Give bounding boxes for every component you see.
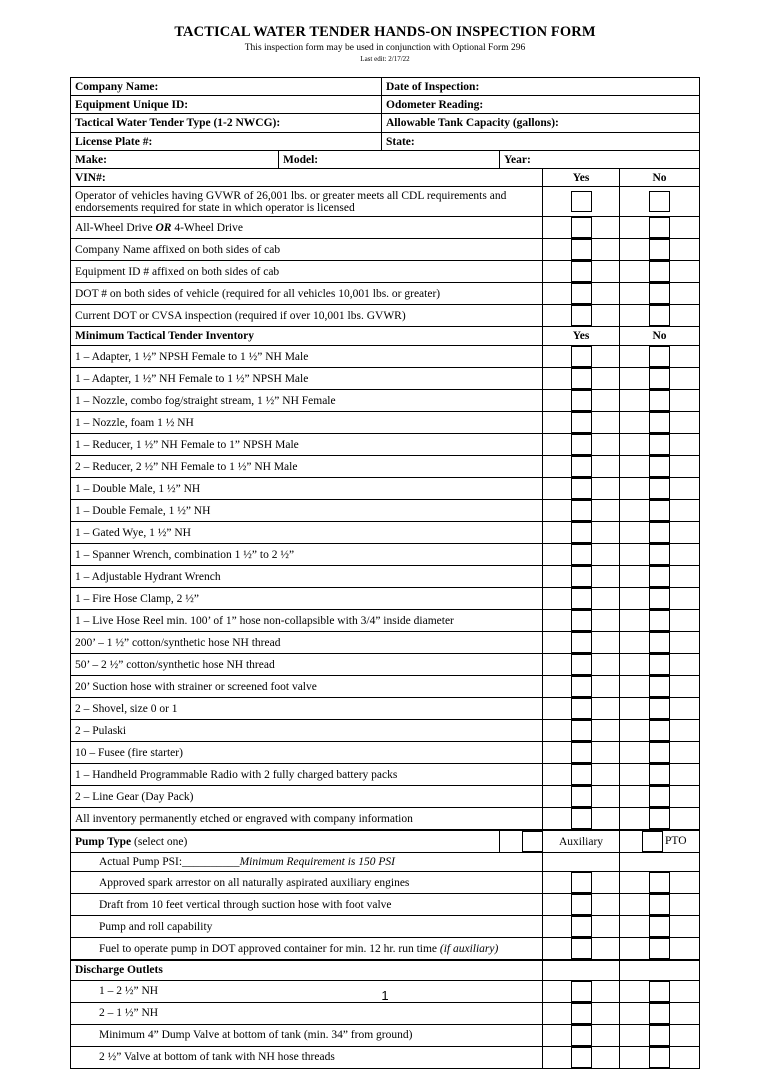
- no-checkbox[interactable]: [649, 872, 670, 893]
- inventory-item: 20’ Suction hose with strainer or screened foot valve: [71, 676, 543, 698]
- yes-checkbox[interactable]: [571, 305, 592, 326]
- year-field[interactable]: Year:: [500, 151, 700, 169]
- pump-psi-item: [71, 853, 543, 872]
- inventory-item: 1 – Live Hose Reel min. 100’ of 1” hose non-collapsible with 3/4” inside diameter: [71, 610, 543, 632]
- inventory-item: 1 – Fire Hose Clamp, 2 ½”: [71, 588, 543, 610]
- yes-checkbox[interactable]: [571, 500, 592, 521]
- vin-field[interactable]: VIN#:: [71, 169, 543, 187]
- inventory-item: 10 – Fusee (fire starter): [71, 742, 543, 764]
- yes-checkbox[interactable]: [571, 390, 592, 411]
- license-plate-field[interactable]: License Plate #:: [71, 133, 382, 151]
- inventory-item: 200’ – 1 ½” cotton/synthetic hose NH thread: [71, 632, 543, 654]
- no-checkbox[interactable]: [649, 283, 670, 304]
- pto-label: PTO: [665, 835, 687, 848]
- no-checkbox[interactable]: [649, 764, 670, 785]
- no-checkbox[interactable]: [649, 588, 670, 609]
- no-checkbox[interactable]: [649, 191, 670, 212]
- no-header: No: [620, 327, 700, 346]
- last-edit-date: Last edit: 2/17/22: [360, 55, 410, 63]
- inventory-item: 1 – Double Male, 1 ½” NH: [71, 478, 543, 500]
- no-checkbox[interactable]: [649, 916, 670, 937]
- yes-checkbox[interactable]: [571, 346, 592, 367]
- make-field[interactable]: Make:: [71, 151, 279, 169]
- yes-checkbox[interactable]: [571, 239, 592, 260]
- inventory-item: All inventory permanently etched or engraved with company information: [71, 808, 543, 831]
- yes-checkbox[interactable]: [571, 1025, 592, 1046]
- awd-or: OR: [155, 221, 172, 234]
- no-checkbox[interactable]: [649, 894, 670, 915]
- no-checkbox[interactable]: [649, 1003, 670, 1024]
- discharge-heading: Discharge Outlets: [71, 960, 543, 980]
- no-checkbox[interactable]: [649, 500, 670, 521]
- yes-checkbox[interactable]: [571, 478, 592, 499]
- no-header: No: [620, 169, 700, 187]
- yes-checkbox[interactable]: [571, 764, 592, 785]
- yes-checkbox[interactable]: [571, 654, 592, 675]
- tender-type-field[interactable]: Tactical Water Tender Type (1-2 NWCG):: [71, 114, 382, 133]
- vehicle-item: Company Name affixed on both sides of cab: [71, 239, 543, 261]
- no-checkbox[interactable]: [649, 478, 670, 499]
- yes-checkbox[interactable]: [571, 610, 592, 631]
- psi-label[interactable]: Actual Pump PSI:__________: [99, 856, 240, 868]
- yes-checkbox[interactable]: [571, 368, 592, 389]
- model-field[interactable]: Model:: [279, 151, 500, 169]
- no-checkbox[interactable]: [649, 412, 670, 433]
- yes-checkbox[interactable]: [571, 808, 592, 829]
- no-checkbox[interactable]: [649, 346, 670, 367]
- no-checkbox[interactable]: [649, 808, 670, 829]
- inventory-item: 1 – Spanner Wrench, combination 1 ½” to 2 ½”: [71, 544, 543, 566]
- no-checkbox[interactable]: [649, 742, 670, 763]
- no-checkbox[interactable]: [649, 938, 670, 959]
- inventory-item: 1 – Reducer, 1 ½” NH Female to 1” NPSH Male: [71, 434, 543, 456]
- inventory-item: 1 – Adjustable Hydrant Wrench: [71, 566, 543, 588]
- yes-checkbox[interactable]: [571, 434, 592, 455]
- tank-capacity-field[interactable]: Allowable Tank Capacity (gallons):: [382, 114, 700, 133]
- no-checkbox[interactable]: [649, 434, 670, 455]
- inventory-item: 2 – Reducer, 2 ½” NH Female to 1 ½” NH Male: [71, 456, 543, 478]
- yes-checkbox[interactable]: [571, 588, 592, 609]
- no-checkbox[interactable]: [649, 566, 670, 587]
- yes-checkbox[interactable]: [571, 191, 592, 212]
- fuel-note: (if auxiliary): [439, 942, 499, 955]
- odometer-field[interactable]: Odometer Reading:: [382, 96, 700, 114]
- yes-checkbox[interactable]: [571, 938, 592, 959]
- inventory-item: 50’ – 2 ½” cotton/synthetic hose NH thread: [71, 654, 543, 676]
- discharge-item: 1 – 2 ½” NH: [71, 980, 543, 1002]
- form-subtitle: This inspection form may be used in conjunction with Optional Form 296: [244, 43, 526, 53]
- company-name-field[interactable]: Company Name:: [71, 78, 382, 96]
- auxiliary-checkbox[interactable]: [522, 831, 542, 852]
- no-checkbox[interactable]: [649, 610, 670, 631]
- inventory-item: 1 – Adapter, 1 ½” NH Female to 1 ½” NPSH Male: [71, 368, 543, 390]
- no-checkbox[interactable]: [649, 261, 670, 282]
- vehicle-item: DOT # on both sides of vehicle (required for all vehicles 10,001 lbs. or greater): [71, 283, 543, 305]
- yes-checkbox[interactable]: [571, 916, 592, 937]
- yes-checkbox[interactable]: [571, 544, 592, 565]
- vehicle-item: Equipment ID # affixed on both sides of cab: [71, 261, 543, 283]
- inventory-item: 1 – Gated Wye, 1 ½” NH: [71, 522, 543, 544]
- yes-checkbox[interactable]: [571, 261, 592, 282]
- yes-checkbox[interactable]: [571, 456, 592, 477]
- yes-checkbox[interactable]: [571, 894, 592, 915]
- pto-checkbox[interactable]: [642, 831, 663, 852]
- inventory-item: 2 – Pulaski: [71, 720, 543, 742]
- equipment-id-field[interactable]: Equipment Unique ID:: [71, 96, 382, 114]
- no-checkbox[interactable]: [649, 544, 670, 565]
- cdl-requirement-item: Operator of vehicles having GVWR of 26,001 lbs. or greater meets all CDL requirements and endorsements required for state in which operator is licensed: [71, 187, 543, 217]
- no-checkbox[interactable]: [649, 456, 670, 477]
- yes-checkbox[interactable]: [571, 566, 592, 587]
- yes-header: Yes: [543, 327, 620, 346]
- no-checkbox[interactable]: [649, 1047, 670, 1068]
- yes-checkbox[interactable]: [571, 872, 592, 893]
- no-checkbox[interactable]: [649, 305, 670, 326]
- no-checkbox[interactable]: [649, 217, 670, 238]
- yes-checkbox[interactable]: [571, 632, 592, 653]
- page-number: 1: [381, 988, 389, 1003]
- inventory-item: 1 – Adapter, 1 ½” NPSH Female to 1 ½” NH Male: [71, 346, 543, 368]
- no-checkbox[interactable]: [649, 786, 670, 807]
- discharge-item: Minimum 4” Dump Valve at bottom of tank (min. 34” from ground): [71, 1024, 543, 1046]
- pump-type-label: Pump Type: [75, 835, 132, 848]
- yes-checkbox[interactable]: [571, 412, 592, 433]
- inventory-item: 1 – Handheld Programmable Radio with 2 fully charged battery packs: [71, 764, 543, 786]
- pump-type-heading: [71, 830, 500, 853]
- inventory-item: 1 – Double Female, 1 ½” NH: [71, 500, 543, 522]
- pump-item: Pump and roll capability: [71, 916, 543, 938]
- pto-option: [620, 830, 700, 853]
- yes-checkbox[interactable]: [571, 522, 592, 543]
- no-checkbox[interactable]: [649, 632, 670, 653]
- inventory-heading: Minimum Tactical Tender Inventory: [71, 327, 543, 346]
- yes-checkbox[interactable]: [571, 1003, 592, 1024]
- form-title: TACTICAL WATER TENDER HANDS-ON INSPECTION FORM: [174, 24, 596, 40]
- yes-checkbox[interactable]: [571, 217, 592, 238]
- no-checkbox[interactable]: [649, 676, 670, 697]
- inventory-item: 2 – Line Gear (Day Pack): [71, 786, 543, 808]
- psi-requirement: Minimum Requirement is 150 PSI: [239, 856, 395, 868]
- no-checkbox[interactable]: [649, 390, 670, 411]
- yes-checkbox[interactable]: [571, 720, 592, 741]
- yes-checkbox[interactable]: [571, 283, 592, 304]
- no-checkbox[interactable]: [649, 698, 670, 719]
- pump-item: Draft from 10 feet vertical through suction hose with foot valve: [71, 894, 543, 916]
- awd-item: [71, 217, 543, 239]
- vehicle-item: Current DOT or CVSA inspection (required if over 10,001 lbs. GVWR): [71, 305, 543, 327]
- no-checkbox[interactable]: [649, 239, 670, 260]
- inventory-item: 1 – Nozzle, combo fog/straight stream, 1 ½” NH Female: [71, 390, 543, 412]
- fuel-item: [71, 938, 543, 961]
- no-checkbox[interactable]: [649, 720, 670, 741]
- no-checkbox[interactable]: [649, 522, 670, 543]
- inventory-item: 1 – Nozzle, foam 1 ½ NH: [71, 412, 543, 434]
- auxiliary-label: Auxiliary: [543, 830, 620, 853]
- discharge-item: 2 ½” Valve at bottom of tank with NH hose threads: [71, 1046, 543, 1068]
- yes-checkbox[interactable]: [571, 742, 592, 763]
- yes-checkbox[interactable]: [571, 1047, 592, 1068]
- pump-item: Approved spark arrestor on all naturally aspirated auxiliary engines: [71, 872, 543, 894]
- state-field[interactable]: State:: [382, 133, 700, 151]
- discharge-item: 2 – 1 ½” NH: [71, 1002, 543, 1024]
- no-checkbox[interactable]: [649, 654, 670, 675]
- yes-header: Yes: [543, 169, 620, 187]
- awd-pre: All-Wheel Drive: [75, 221, 156, 234]
- pump-type-note: (select one): [131, 835, 188, 848]
- inventory-item: 2 – Shovel, size 0 or 1: [71, 698, 543, 720]
- fuel-text: Fuel to operate pump in DOT approved container for min. 12 hr. run time: [99, 942, 440, 955]
- inspection-table: [70, 77, 700, 1069]
- no-checkbox[interactable]: [649, 1025, 670, 1046]
- date-of-inspection-field[interactable]: Date of Inspection:: [382, 78, 700, 96]
- awd-post: 4-Wheel Drive: [171, 221, 243, 234]
- yes-checkbox[interactable]: [571, 676, 592, 697]
- no-checkbox[interactable]: [649, 368, 670, 389]
- yes-checkbox[interactable]: [571, 698, 592, 719]
- yes-checkbox[interactable]: [571, 786, 592, 807]
